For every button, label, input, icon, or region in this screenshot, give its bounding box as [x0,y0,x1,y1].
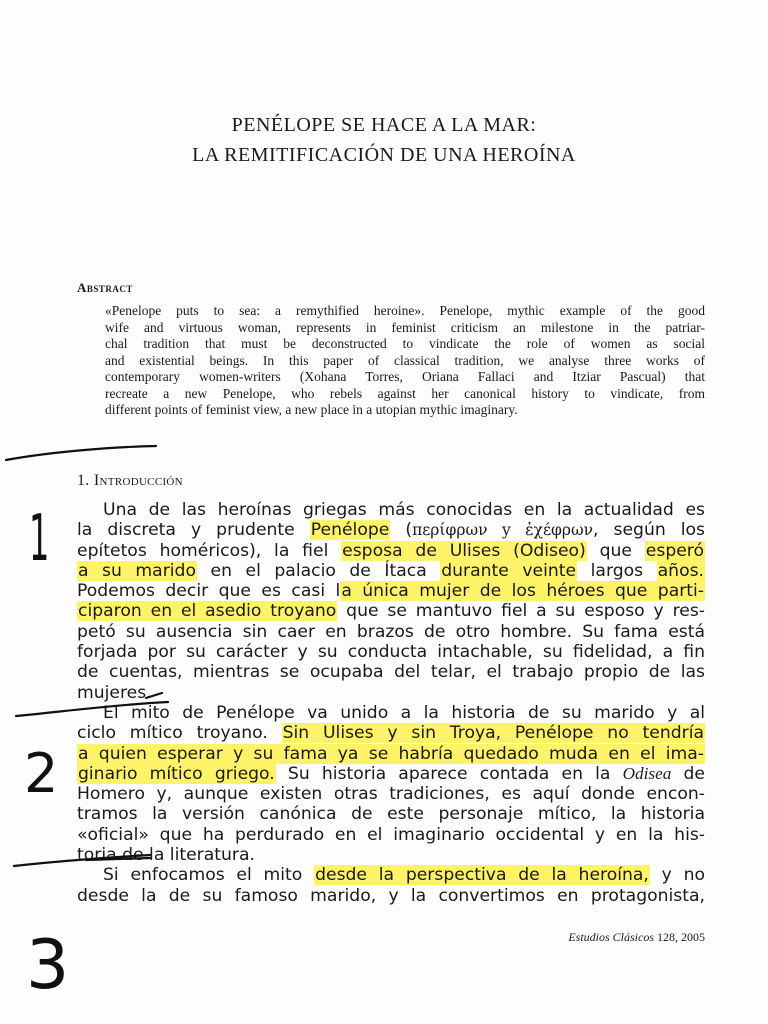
body-text [77,500,705,906]
journal-footer [568,930,705,945]
ink-separator-line [6,446,156,460]
greek-epithets: περίφρων y ἐχέφρων [412,521,594,540]
abstract-line: different points of feminist view, a new place in a utopian mythic imaginary. [105,402,518,417]
text-line: desde la de su famoso marido, y la convertimos en protagonista, [77,885,705,906]
text-line: de cuentas, mientras se ocupaba del telar, el trabajo propio de las [77,662,705,683]
abstract-line: «Penelope puts to sea: a remythified heroine». Penelope, mythic example of the good [105,303,705,318]
handwritten-number-2: 2 [24,742,59,805]
section-heading [77,472,183,490]
highlight: esposa de Ulises (Odiseo) [342,540,586,561]
title-line-2: LA REMITIFICACIÓN DE UNA HEROÍNA [192,144,576,166]
text-line: Una de las heroínas griegas más conocidas en la actualidad es [103,500,705,520]
text-line: la discreta y prudente Penélope (περίφρων y ἐχέφρων, según los [77,520,705,541]
text-line: a su marido en el palacio de Ítaca durante veinte largos años. [78,560,704,581]
text-line: ginario mítico griego. Su historia aparece contada en la Odisea de [78,763,705,784]
title-line-1: PENÉLOPE SE HACE A LA MAR: [231,114,537,136]
journal-issue: 128, 2005 [654,930,705,944]
text-line: Homero y, aunque existen otras tradiciones, es aquí donde encon- [77,784,705,805]
highlight: durante veinte [441,560,577,581]
abstract-heading: Abstract [77,280,133,295]
highlight: Sin Ulises y sin Troya, Penélope no tendría [282,723,704,744]
text-line: epítetos homéricos), la fiel esposa de Ulises (Odiseo) que esperó [77,540,705,561]
text-line: Si enfocamos el mito desde la perspectiva de la heroína, y no [103,865,705,886]
text-line: «oficial» que ha perdurado en el imaginario occidental y en la his- [77,824,705,845]
highlight: a su marido [78,560,196,581]
abstract-line: recreate a new Penelope, who rebels against her canonical history to vindicate, from [105,385,705,401]
handwritten-number-1: 1 [29,500,50,576]
highlight: a única mujer de los héroes que parti- [341,581,705,602]
highlight: ciparon en el asedio troyano [78,601,337,622]
text-line: toria de la literatura. [77,845,255,866]
highlight: esperó [645,540,705,561]
abstract-line: wife and virtuous woman, represents in feminist criticism an milestone in the patriar- [105,319,705,335]
text-line: forjada por su carácter y su conducta intachable, su fidelidad, a fin [77,642,705,663]
highlight: años. [657,560,704,581]
abstract-line: chal tradition that must be deconstructed to vindicate the role of women as social [105,336,705,351]
text-line: ciparon en el asedio troyano que se mantuvo fiel a su esposo y res- [78,601,705,622]
text-line [77,744,705,764]
text-line: ciclo mítico troyano. Sin Ulises y sin Troya, Penélope no tendría [77,723,704,744]
section-number: 1. [77,472,90,489]
abstract-line: contemporary women-writers (Xohana Torres, Oriana Fallaci and Itziar Pascual) that [105,369,705,384]
text-line: mujeres. [77,682,152,703]
text-line: El mito de Penélope va unido a la historia de su marido y al [103,702,705,723]
highlight: Penélope [310,520,390,541]
journal-name: Estudios Clásicos [568,930,654,944]
abstract-line: and existential beings. In this paper of classical tradition, we analyse three works of [105,352,705,368]
text-line: tramos la versión canónica de este personaje mítico, la historia [77,804,705,825]
handwritten-number-3: 3 [26,926,70,1005]
text-line: Podemos decir que es casi la única mujer de los héroes que parti- [77,581,705,602]
section-name: Introducción [93,472,183,489]
text-line: petó su ausencia sin caer en brazos de otro hombre. Su fama está [77,621,705,642]
highlight: desde la perspectiva de la heroína, [315,865,649,886]
highlight: ginario mítico griego. [78,763,275,784]
highlight: a quien esperar y su fama ya se habría quedado muda en el ima- [78,743,704,764]
abstract-body [105,303,705,419]
